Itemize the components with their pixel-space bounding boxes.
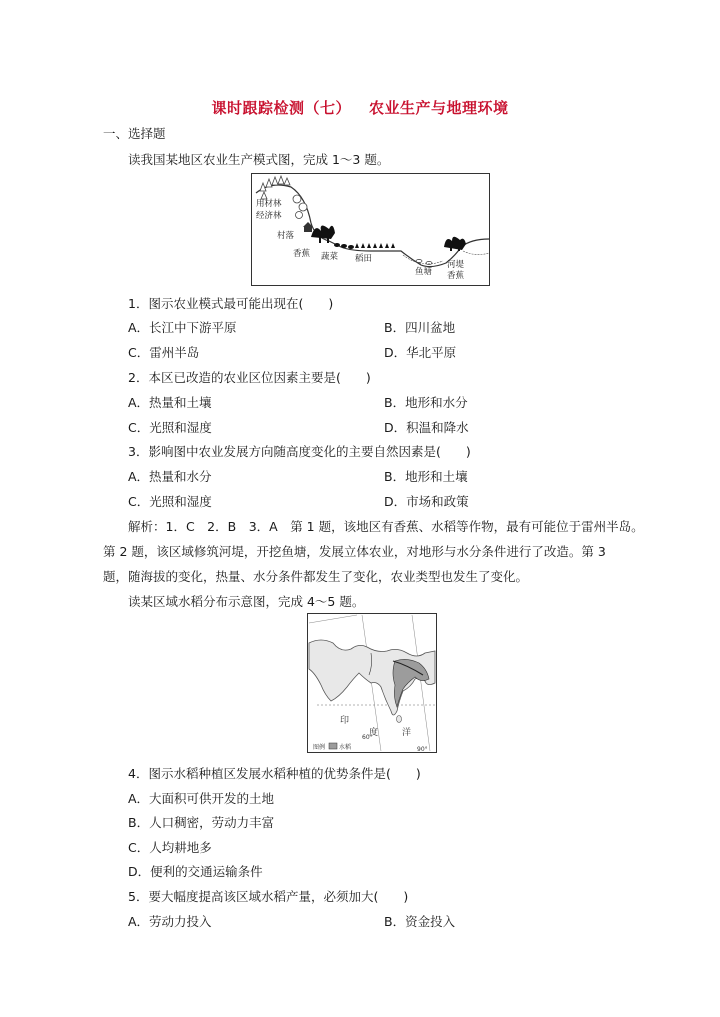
label-village: 村落 [277,231,295,241]
ocean-label-du: 度 [369,728,379,738]
analysis-line-3: 题，随海拔的变化，热量、水分条件都发生了变化，农业类型也发生了变化。 [103,569,529,584]
question-1-option-d: D．华北平原 [384,345,457,360]
question-5-stem: 5．要大幅度提高该区域水稻产量，必须加大( ) [128,889,409,904]
question-3-stem: 3．影响图中农业发展方向随高度变化的主要自然因素是( ) [128,444,471,459]
question-5-option-b: B．资金投入 [384,914,456,929]
intro-q1-3: 读我国某地区农业生产模式图，完成 1～3 题。 [128,152,390,167]
question-4-option-c: C．人均耕地多 [128,840,212,855]
question-2-option-d: D．积温和降水 [384,420,469,435]
title-sub: 农业生产与地理环境 [369,99,509,117]
question-4-stem: 4．图示水稻种植区发展水稻种植的优势条件是( ) [128,766,421,781]
question-5-option-a: A．劳动力投入 [128,914,212,929]
analysis-line-1: 解析：1．C 2．B 3．A 第 1 题，该地区有香蕉、水稻等作物，最有可能位于雷州半岛。 [128,519,644,534]
ocean-label-yang: 洋 [402,728,412,738]
map-island [397,716,402,723]
title-main: 课时跟踪检测（七） [211,99,351,117]
question-2-option-c: C．光照和湿度 [128,420,212,435]
question-3-option-d: D．市场和政策 [384,494,469,509]
question-2-stem: 2．本区已改造的农业区位因素主要是( ) [128,370,371,385]
question-4-option-a: A．大面积可供开发的土地 [128,791,275,806]
legend-label: 水稻 [339,744,352,751]
label-timber-forest: 用材林 [256,199,282,209]
question-1-option-b: B．四川盆地 [384,320,456,335]
agriculture-model-figure [251,173,490,286]
question-1-option-c: C．雷州半岛 [128,345,200,360]
label-banana: 香蕉 [293,249,311,259]
label-vegetable: 蔬菜 [321,252,339,262]
question-3-option-b: B．地形和土壤 [384,469,468,484]
label-rice-paddy: 稻田 [355,254,373,264]
question-1-option-a: A．长江中下游平原 [128,320,237,335]
longitude-60-label: 60° [362,734,373,741]
question-2-option-a: A．热量和土壤 [128,395,212,410]
analysis-line-2: 第 2 题，该区域修筑河堤，开挖鱼塘，发展立体农业，对地形与水分条件进行了改造。第 3 [103,544,606,559]
longitude-90-label: 90° [417,746,428,753]
label-fish-pond: 鱼塘 [415,267,433,277]
question-3-option-c: C．光照和湿度 [128,494,212,509]
section-heading: 一、选择题 [103,126,166,141]
question-4-option-b: B．人口稠密，劳动力丰富 [128,815,275,830]
question-4-option-d: D．便利的交通运输条件 [128,864,263,879]
label-dyke: 河堤 [447,260,465,270]
legend-swatch [329,743,337,749]
legend-prefix: 图例 [313,744,326,751]
question-1-stem: 1．图示农业模式最可能出现在( ) [128,296,334,311]
label-dyke-banana: 香蕉 [447,271,465,281]
label-economic-forest: 经济林 [256,211,282,221]
page-title [0,97,720,118]
intro-q4-5: 读某区域水稻分布示意图，完成 4～5 题。 [128,594,365,609]
ocean-label-yin: 印 [340,716,350,726]
question-2-option-b: B．地形和水分 [384,395,468,410]
question-3-option-a: A．热量和水分 [128,469,212,484]
rice-distribution-map [307,613,437,753]
